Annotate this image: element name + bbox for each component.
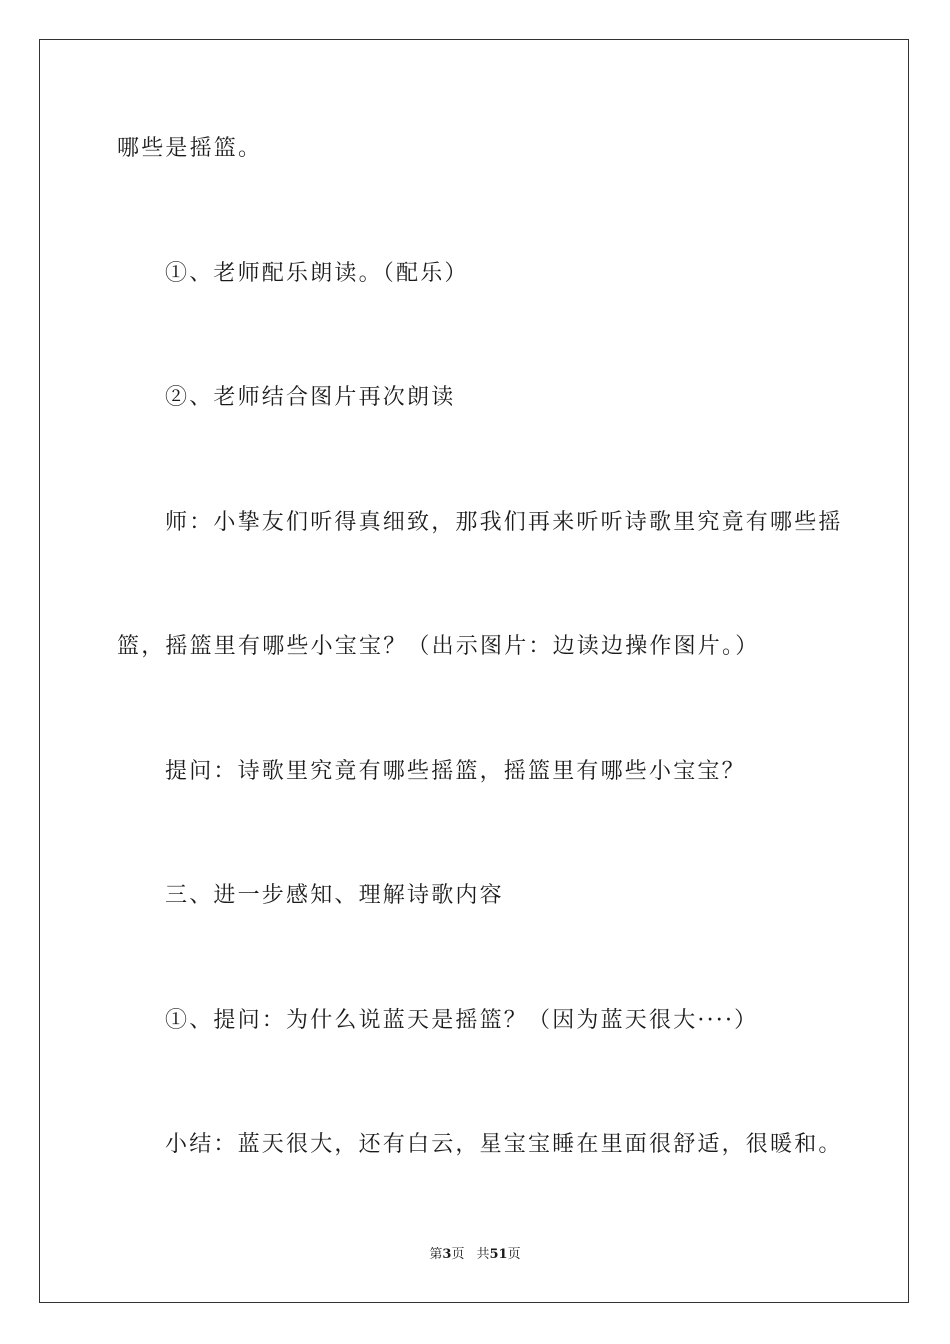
paragraph-2: ①、老师配乐朗读。（配乐） xyxy=(165,261,469,286)
footer-page-suffix: 页 xyxy=(451,1247,465,1262)
paragraph-3: ②、老师结合图片再次朗读 xyxy=(165,385,456,410)
footer-page-number: 3 xyxy=(442,1247,452,1262)
paragraph-7: 三、进一步感知、理解诗歌内容 xyxy=(165,883,504,908)
paragraph-6: 提问：诗歌里究竟有哪些摇篮，摇篮里有哪些小宝宝？ xyxy=(165,759,746,784)
paragraph-4: 师：小挚友们听得真细致，那我们再来听听诗歌里究竟有哪些摇 xyxy=(165,510,843,535)
footer-prefix: 第 xyxy=(429,1247,443,1262)
paragraph-1: 哪些是摇篮。 xyxy=(117,136,263,161)
footer-total-pages: 51 xyxy=(489,1247,508,1262)
footer-total-prefix: 共 xyxy=(476,1247,490,1262)
paragraph-9: 小结：蓝天很大，还有白云，星宝宝睡在里面很舒适，很暖和。 xyxy=(165,1132,843,1157)
page-footer xyxy=(0,1246,950,1264)
paragraph-8: ①、提问：为什么说蓝天是摇篮？（因为蓝天很大····） xyxy=(165,1008,759,1033)
page-border xyxy=(39,39,909,1303)
paragraph-5: 篮，摇篮里有哪些小宝宝？（出示图片：边读边操作图片。） xyxy=(117,634,760,659)
footer-total-suffix: 页 xyxy=(507,1247,521,1262)
